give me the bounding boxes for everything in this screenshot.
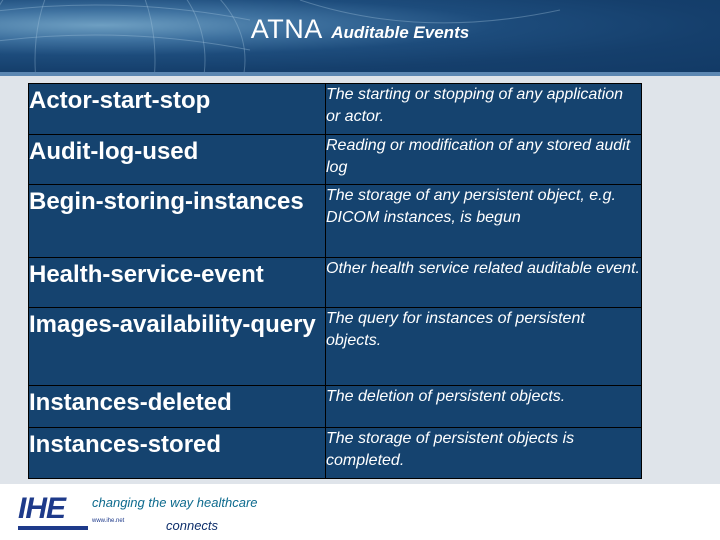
table-row [29,428,642,479]
event-description: Other health service related auditable event. [326,258,642,308]
event-description: The storage of any persistent object, e.g. DICOM instances, is begun [326,185,642,258]
logo-connects: connects [166,518,219,533]
event-description: The deletion of persistent objects. [326,386,642,428]
event-description: The query for instances of persistent objects. [326,308,642,386]
event-name: Begin-storing-instances [29,185,326,258]
table-row [29,135,642,185]
event-name: Instances-deleted [29,386,326,428]
title-sub: Auditable Events [331,23,470,42]
table-row [29,258,642,308]
table-row [29,308,642,386]
event-name: Audit-log-used [29,135,326,185]
events-table [28,83,642,479]
logo-bar [18,526,88,530]
event-description: The starting or stopping of any application or actor. [326,84,642,135]
event-name: Images-availability-query [29,308,326,386]
event-description: Reading or modification of any stored audit log [326,135,642,185]
table-row [29,386,642,428]
ihe-logo [18,492,258,536]
logo-tagline: changing the way healthcare [92,495,258,510]
table-row [29,84,642,135]
title-main: ATNA [250,14,323,44]
logo-url: www.ihe.net [92,518,125,524]
header-banner [0,0,720,72]
table-row [29,185,642,258]
event-name: Instances-stored [29,428,326,479]
event-name: Actor-start-stop [29,84,326,135]
logo-text: IHE [18,492,66,525]
event-description: The storage of persistent objects is completed. [326,428,642,479]
footer [0,484,720,540]
event-name: Health-service-event [29,258,326,308]
page-title [0,14,720,45]
